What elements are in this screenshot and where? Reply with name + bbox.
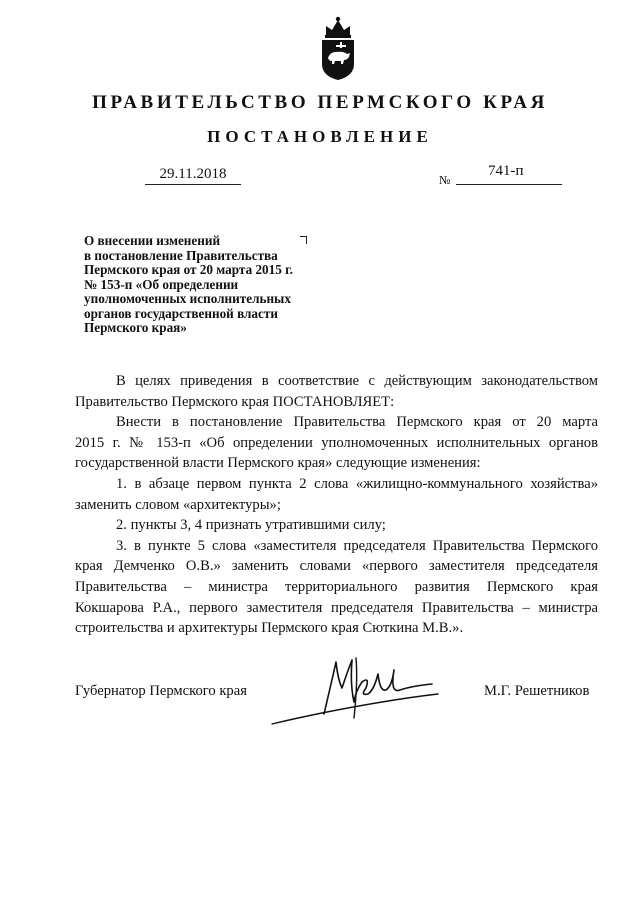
body-line: 2. пункты 3, 4 признать утратившими силу; bbox=[116, 517, 386, 534]
body-line: края Демченко О.В.» заменить словами «первого заместителя председателя bbox=[75, 558, 598, 575]
subject-line: в постановление Правительства bbox=[84, 247, 278, 263]
organization-title: ПРАВИТЕЛЬСТВО ПЕРМСКОГО КРАЯ bbox=[92, 92, 548, 113]
body-line: государственной власти Пермского края» следующие изменения: bbox=[75, 455, 481, 472]
body-line: 2015 г. № 153-п «Об определении уполномоченных исполнительных органов bbox=[75, 434, 598, 451]
signatory-name: М.Г. Решетников bbox=[484, 683, 590, 699]
body-line: Правительства – министра территориального развития Пермского края bbox=[75, 578, 598, 595]
subject-line: уполномоченных исполнительных bbox=[84, 291, 291, 306]
subject-line: Пермского края» bbox=[84, 320, 187, 335]
document-date: 29.11.2018 bbox=[145, 166, 241, 185]
body-line: 1. в абзаце первом пункта 2 слова «жилищно-коммунального хозяйства» bbox=[116, 475, 598, 492]
coat-of-arms-icon bbox=[316, 14, 360, 82]
body-line: 3. в пункте 5 слова «заместителя председателя Правительства Пермского bbox=[116, 537, 598, 554]
document-number: 741-п bbox=[488, 163, 524, 179]
number-sign: № bbox=[439, 173, 451, 187]
document-subject bbox=[84, 234, 334, 336]
number-underline bbox=[456, 184, 562, 185]
document-type: ПОСТАНОВЛЕНИЕ bbox=[207, 127, 433, 146]
body-line: В целях приведения в соответствие с действующим законодательством bbox=[116, 373, 598, 389]
handwritten-signature bbox=[262, 640, 442, 730]
subject-line: О внесении изменений bbox=[84, 233, 221, 248]
subject-line: № 153-п «Об определении bbox=[84, 276, 239, 292]
body-line: заменить словом «архитектуры»; bbox=[75, 496, 281, 513]
body-line: Внести в постановление Правительства Пермского края от 20 марта bbox=[116, 414, 598, 431]
body-line: Кокшарова Р.А., первого заместителя председателя Правительства – министра bbox=[75, 599, 598, 616]
subject-line: органов государственной власти bbox=[84, 305, 278, 321]
body-line: Правительство Пермского края ПОСТАНОВЛЯЕТ: bbox=[75, 393, 395, 410]
signatory-position: Губернатор Пермского края bbox=[75, 683, 247, 699]
body-line: строительства и архитектуры Пермского края Сюткина М.В.». bbox=[75, 620, 464, 637]
document-body bbox=[75, 371, 598, 639]
subject-line: Пермского края от 20 марта 2015 г. bbox=[84, 262, 293, 277]
